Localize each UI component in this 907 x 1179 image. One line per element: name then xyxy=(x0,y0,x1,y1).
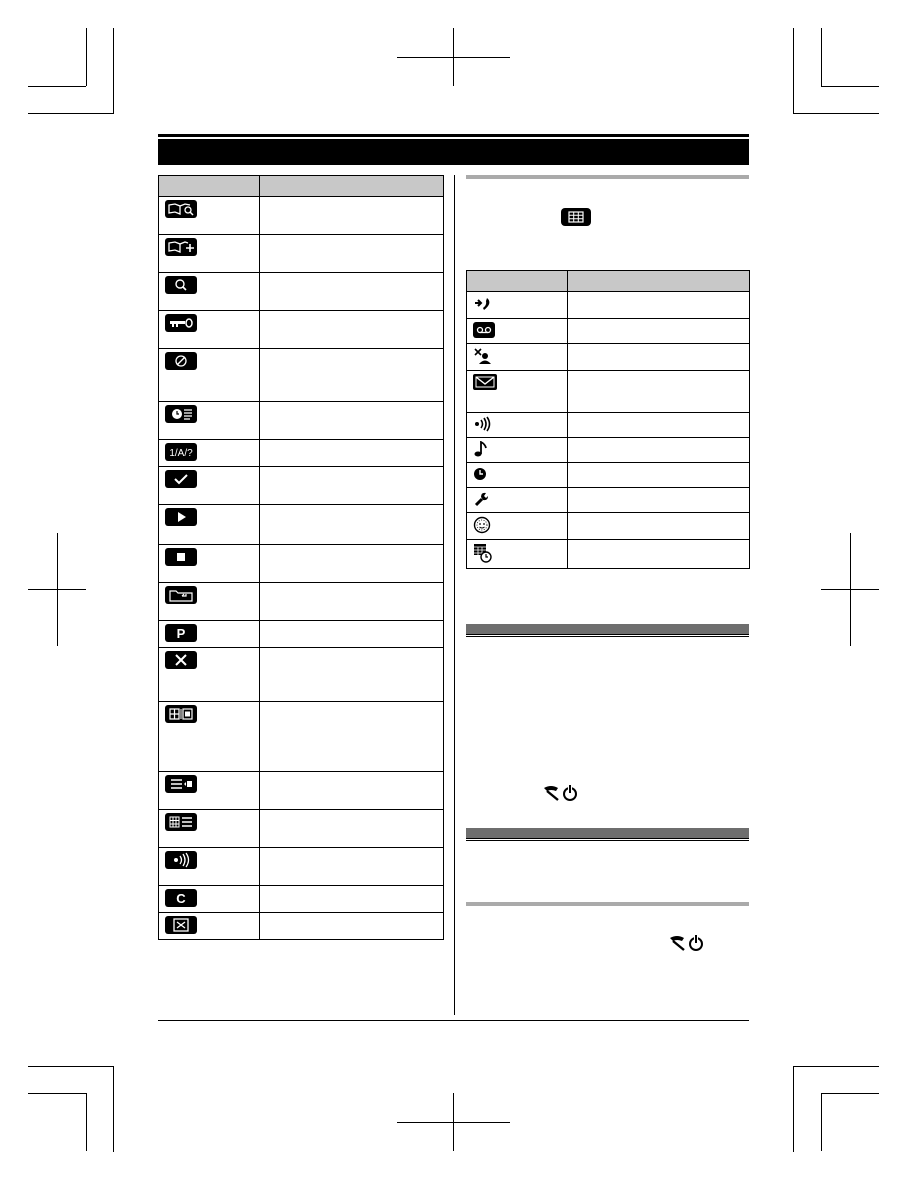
right-icon-table xyxy=(466,270,750,569)
table-row-desc xyxy=(260,349,444,402)
table-row-desc xyxy=(260,848,444,886)
right-table-header-icon xyxy=(467,271,568,292)
table-row-desc xyxy=(260,273,444,311)
section-heading-bar xyxy=(466,624,749,635)
folder-return-icon xyxy=(165,586,197,604)
left-table-header-icon xyxy=(159,176,260,197)
section-heading-bar xyxy=(466,828,749,839)
svg-text:P: P xyxy=(176,626,186,641)
footer-rule xyxy=(158,1020,749,1021)
table-row-desc xyxy=(260,886,444,913)
table-row-desc xyxy=(260,467,444,505)
right-table-header-desc xyxy=(568,271,750,292)
table-row-desc xyxy=(260,913,444,940)
block-user-icon xyxy=(473,347,493,365)
no-entry-icon xyxy=(165,352,197,370)
section-rule xyxy=(466,175,749,179)
envelope-icon xyxy=(473,374,497,390)
table-row-desc xyxy=(568,319,750,344)
table-row-desc xyxy=(260,702,444,772)
table-row-desc xyxy=(568,344,750,371)
table-row-desc xyxy=(260,235,444,273)
left-table-header-desc xyxy=(260,176,444,197)
table-row-desc xyxy=(260,402,444,440)
voicemail-icon xyxy=(473,322,495,338)
table-row-desc xyxy=(568,292,750,319)
table-row-desc xyxy=(260,648,444,702)
table-row-desc xyxy=(568,463,750,488)
table-row-desc xyxy=(260,545,444,583)
phonebook-add-icon xyxy=(165,238,197,256)
play-icon xyxy=(165,508,197,526)
table-row-desc xyxy=(568,488,750,513)
svg-text:1/A/?: 1/A/? xyxy=(169,448,193,459)
clock-icon xyxy=(473,466,489,482)
phonebook-search-icon xyxy=(165,200,197,218)
key-icon xyxy=(165,314,197,332)
table-row-desc xyxy=(568,413,750,438)
table-row-desc xyxy=(260,583,444,621)
grid-list-icon xyxy=(165,813,197,831)
music-note-icon xyxy=(473,441,489,457)
table-row-desc xyxy=(260,311,444,349)
signal-waves-icon xyxy=(165,851,197,869)
off-power-icon xyxy=(541,782,579,804)
stop-icon xyxy=(165,548,197,566)
off-power-icon xyxy=(667,932,705,954)
signal-waves-icon xyxy=(473,416,495,432)
magnifier-icon xyxy=(165,276,197,294)
wrench-icon xyxy=(473,491,489,507)
calendar-clock-icon xyxy=(473,543,493,563)
svg-text:C: C xyxy=(176,891,186,906)
close-x-icon xyxy=(165,651,197,669)
mute-icon xyxy=(165,916,197,934)
call-forward-icon xyxy=(473,295,493,313)
checkmark-icon xyxy=(165,470,197,488)
column-divider xyxy=(454,175,455,1015)
table-row-desc xyxy=(260,621,444,648)
smiley-icon xyxy=(473,516,491,534)
table-row-desc xyxy=(260,440,444,467)
table-row-desc xyxy=(568,438,750,463)
table-row-desc xyxy=(260,810,444,848)
table-row-desc xyxy=(260,197,444,235)
table-row-desc xyxy=(568,540,750,569)
table-row-desc xyxy=(568,513,750,540)
clock-list-icon xyxy=(165,405,197,423)
section-rule xyxy=(466,902,749,906)
table-row-desc xyxy=(260,505,444,545)
grid-select-icon xyxy=(165,705,197,723)
header-bar xyxy=(158,137,749,165)
list-right-icon xyxy=(165,775,197,793)
left-icon-table xyxy=(158,175,444,940)
clear-icon xyxy=(165,889,197,907)
table-row-desc xyxy=(260,772,444,810)
table-row-desc xyxy=(568,371,750,413)
pause-icon xyxy=(165,624,197,642)
menu-grid-icon xyxy=(561,208,591,226)
input-mode-icon xyxy=(165,443,197,461)
